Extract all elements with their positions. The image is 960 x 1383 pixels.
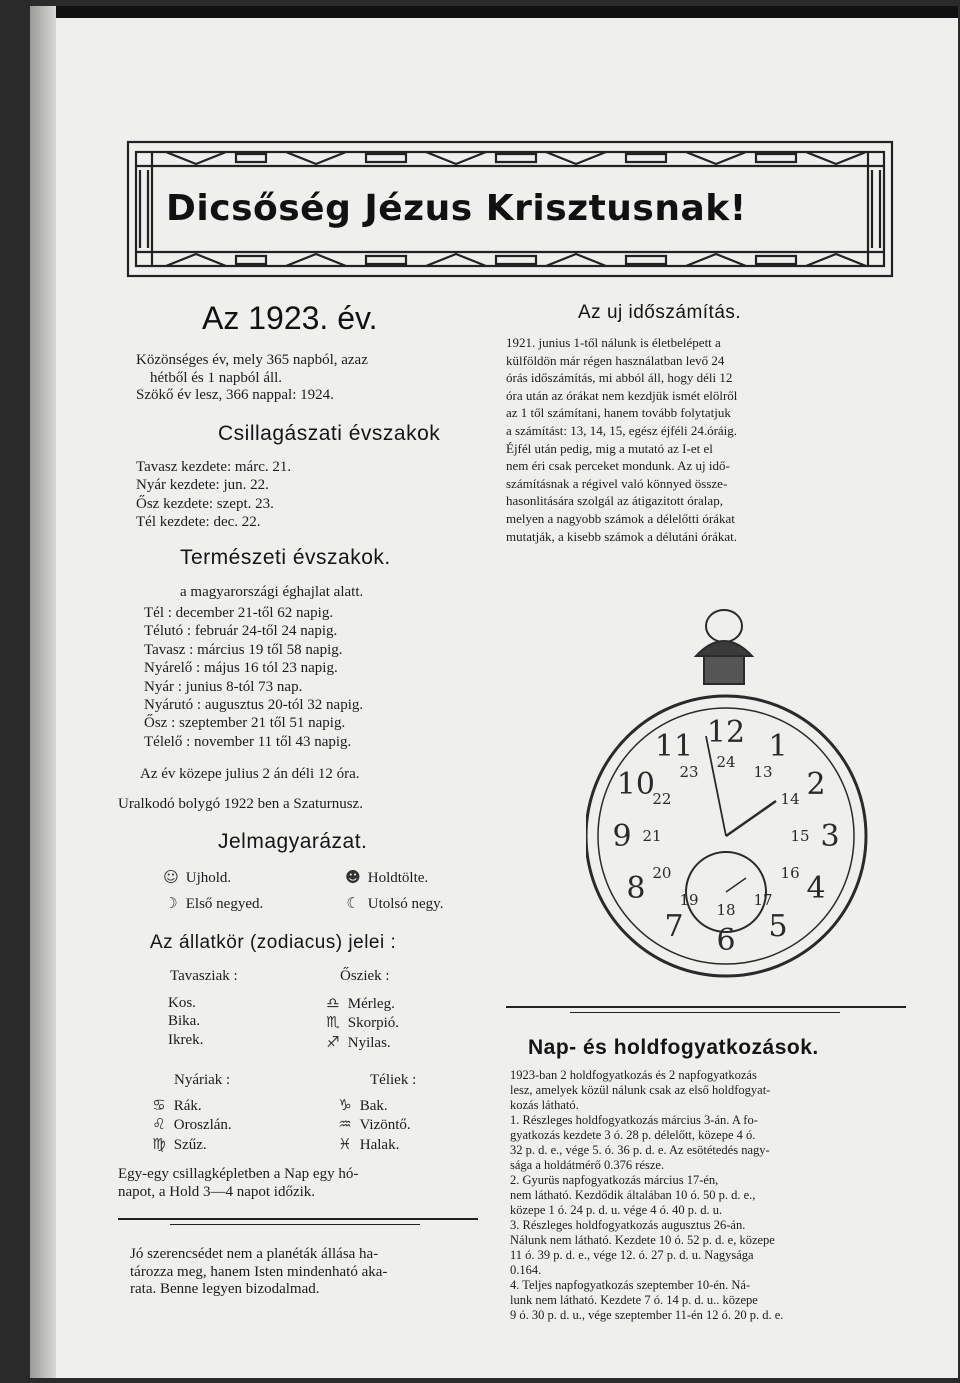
- watch-seconds-hand: [726, 878, 746, 892]
- year-line: Szökő év lesz, 366 nappal: 1924.: [136, 387, 334, 404]
- page-top-edge: [56, 6, 958, 18]
- new-time-line: számításnak a régivel való könnyed össze-: [506, 475, 728, 491]
- zodiac-autumn-label: Ősziek :: [340, 968, 390, 984]
- natural-season-line: Nyárelő : május 16 tól 23 napig.: [144, 660, 338, 677]
- year-description: [136, 352, 516, 405]
- zodiac-sign: Halak.: [359, 1136, 400, 1153]
- watch-hour-hand: [726, 801, 776, 836]
- new-time-line: melyen a nagyobb számok a délelőtti órákat: [506, 510, 735, 526]
- eclipse-line: kozás látható.: [510, 1098, 579, 1112]
- zodiac-sign: Kos.: [168, 995, 196, 1011]
- watch-numeral-outer: 4: [806, 871, 826, 906]
- astro-seasons-list: [136, 458, 291, 532]
- natural-season-line: Ősz : szeptember 21 től 51 napig.: [144, 715, 346, 732]
- pocket-watch-illustration: [586, 586, 876, 986]
- astro-season-line: Tavasz kezdete: márc. 21.: [136, 459, 292, 475]
- watch-numeral-outer: 1: [768, 728, 788, 764]
- watch-numeral-inner: 21: [642, 827, 662, 845]
- natural-seasons-subheading: a magyarországi éghajlat alatt.: [180, 584, 364, 600]
- page-spine-shadow: [30, 6, 56, 1378]
- pisces-icon: ♓: [338, 1134, 352, 1153]
- new-time-line: külföldön már régen használatban levő 24: [506, 352, 725, 368]
- closing-line: tározza meg, hanem Isten mindenható aka-: [130, 1263, 388, 1280]
- watch-numeral-outer: 6: [716, 923, 736, 958]
- eclipse-line: 1923-ban 2 holdfogyatkozás és 2 napfogyatkozás: [510, 1068, 757, 1082]
- new-time-line: hasonlitására szolgál az átigazitott óralap,: [506, 493, 723, 509]
- year-line: Közönséges év, mely 365 napból, azaz: [136, 352, 368, 368]
- watch-numeral-outer: 10: [616, 767, 655, 802]
- closing-line: rata. Benne legyen bizodalmad.: [130, 1281, 320, 1298]
- zodiac-sign: Ikrek.: [168, 1031, 204, 1048]
- eclipse-line: 1. Részleges holdfogyatkozás március 3-án. A fo-: [510, 1113, 758, 1127]
- watch-numeral-inner: 22: [652, 790, 672, 808]
- new-moon-icon: ☺: [163, 868, 179, 886]
- astro-season-line: Nyár kezdete: jun. 22.: [136, 477, 269, 494]
- eclipse-line: 9 ó. 30 p. d. u., vége szeptember 11-én 12 ó. 20 p. d. e.: [510, 1308, 784, 1322]
- natural-season-line: Nyár : junius 8-tól 73 nap.: [144, 678, 303, 695]
- natural-seasons-list: [144, 604, 363, 751]
- zodiac-footnote: [118, 1166, 358, 1201]
- zodiac-spring-list: [168, 994, 203, 1049]
- new-time-line: nem éri csak perceket mondunk. Az uj idő-: [506, 458, 730, 474]
- watch-numeral-inner: 17: [753, 891, 773, 910]
- divider-rule: [170, 1224, 420, 1225]
- aquarius-icon: ♒: [338, 1115, 352, 1134]
- virgo-icon: ♍: [152, 1134, 166, 1153]
- legend-last-quarter: [342, 894, 443, 913]
- zodiac-sign: Rák.: [173, 1098, 202, 1114]
- watch-numeral-outer: 3: [820, 819, 840, 854]
- watch-numeral-outer: 11: [654, 728, 694, 764]
- eclipses-heading-text: Nap- és holdfogyatkozások.: [528, 1036, 819, 1059]
- natural-season-line: Tél : december 21-től 62 napig.: [144, 605, 334, 621]
- zodiac-footnote-line: napot, a Hold 3—4 napot időzik.: [118, 1183, 316, 1200]
- eclipse-line: 0.164.: [510, 1263, 542, 1277]
- divider-rule: [570, 1012, 840, 1013]
- watch-numeral-outer: 12: [706, 715, 746, 750]
- divider-rule: [506, 1006, 906, 1008]
- legend-new-moon: [160, 868, 231, 887]
- watch-numeral-outer: 9: [612, 819, 632, 854]
- eclipse-line: 4. Teljes napfogyatkozás szeptember 10-én. Ná-: [510, 1278, 751, 1292]
- watch-stem: [704, 656, 744, 684]
- banner-title: Dicsőség Jézus Krisztusnak!: [166, 188, 747, 229]
- eclipse-line: Nálunk nem látható. Kezdete 10 ó. 52 p. d. e, közepe: [510, 1233, 775, 1247]
- zodiac-autumn-list: [322, 994, 399, 1052]
- watch-numeral-inner: 13: [753, 762, 773, 781]
- new-time-line: óra után az órákat nem kezdjük ismét elölről: [506, 387, 738, 403]
- new-time-line: a számítást: 13, 14, 15, egész éjféli 24.óráig.: [506, 422, 738, 438]
- legend-first-quarter: [160, 894, 263, 913]
- astro-seasons-heading: Csillagászati évszakok: [218, 422, 441, 445]
- libra-icon: ♎: [326, 994, 340, 1012]
- divider-rule: [118, 1218, 478, 1220]
- zodiac-summer-list: [148, 1096, 232, 1154]
- watch-numeral-inner: 14: [780, 790, 800, 808]
- astro-season-line: Tél kezdete: dec. 22.: [136, 514, 261, 531]
- legend-heading: Jelmagyarázat.: [218, 830, 368, 853]
- zodiac-sign: Bika.: [168, 1013, 201, 1030]
- natural-season-line: Tavasz : március 19 től 58 napig.: [144, 641, 343, 658]
- astro-season-line: Ősz kezdete: szept. 23.: [136, 495, 274, 512]
- zodiac-sign: Nyilas.: [347, 1034, 391, 1051]
- new-time-line: 1921. junius 1-től nálunk is életbelépett a: [506, 335, 721, 350]
- new-time-line: az 1 től számítani, hanem tovább folytatjuk: [506, 405, 731, 421]
- eclipse-line: 2. Gyurüs napfogyatkozás március 17-én,: [510, 1173, 719, 1187]
- capricorn-icon: ♑: [338, 1096, 352, 1114]
- eclipse-line: gyatkozás kezdete 3 ó. 28 p. délelőtt, közepe 4 ó.: [510, 1128, 756, 1142]
- year-line: hétből és 1 napból áll.: [150, 369, 283, 386]
- zodiac-sign: Bak.: [359, 1098, 388, 1114]
- watch-numeral-inner: 24: [716, 753, 736, 771]
- new-time-line: mutatják, a kisebb számok a délutáni órákat.: [506, 528, 738, 544]
- year-heading: Az 1923. év.: [202, 300, 378, 336]
- eclipse-line: lesz, amelyek közül nálunk csak az első holdfogyat-: [510, 1083, 771, 1097]
- watch-numeral-inner: 23: [679, 762, 699, 781]
- ruling-planet-note: Uralkodó bolygó 1922 ben a Szaturnusz.: [118, 796, 363, 812]
- new-time-line: órás időszámítás, mi abból áll, hogy déli 12: [506, 370, 733, 386]
- watch-bow: [706, 610, 742, 642]
- scorpio-icon: ♏: [326, 1013, 340, 1032]
- cancer-icon: ♋: [152, 1096, 166, 1114]
- new-time-heading: Az uj időszámítás.: [578, 302, 742, 323]
- zodiac-sign: Vizöntő.: [359, 1117, 411, 1134]
- closing-line: Jó szerencsédet nem a planéták állása ha-: [130, 1246, 379, 1262]
- eclipse-line: nem látható. Kezdődik általában 10 ó. 50 p. d. e.,: [510, 1188, 756, 1202]
- almanac-page: [30, 6, 958, 1378]
- zodiac-spring-label: Tavasziak :: [170, 968, 238, 984]
- natural-seasons-heading: Természeti évszakok.: [180, 546, 391, 569]
- eclipse-line: sága a holdátmérő 0.376 része.: [510, 1158, 665, 1172]
- full-moon-label: Holdtölte.: [367, 870, 429, 886]
- eclipse-line: 32 p. d. e., vége 5. ó. 36 p. d. e. Az esötétedés nagy-: [510, 1143, 770, 1157]
- natural-season-line: Nyárutó : augusztus 20-tól 32 napig.: [144, 697, 364, 714]
- eclipse-line: közepe 1 ó. 24 p. d. u. vége 4 ó. 40 p. d. u.: [510, 1203, 723, 1217]
- watch-numeral-inner: 16: [780, 864, 800, 882]
- zodiac-sign: Szűz.: [173, 1136, 207, 1153]
- zodiac-sign: Mérleg.: [347, 996, 395, 1012]
- eclipses-heading: [528, 1036, 819, 1060]
- last-quarter-icon: ☾: [346, 894, 360, 912]
- new-time-line: Éjfél után pedig, mig a mutató az I-et el: [506, 440, 713, 456]
- zodiac-winter-label: Téliek :: [370, 1072, 417, 1088]
- watch-numeral-inner: 20: [652, 864, 672, 882]
- watch-numeral-inner: 18: [716, 901, 736, 919]
- watch-numeral-outer: 5: [768, 909, 788, 945]
- midyear-note: Az év közepe julius 2 án déli 12 óra.: [140, 766, 360, 782]
- eclipse-line: lunk nem látható. Kezdete 7 ó. 14 p. d. u.. közepe: [510, 1293, 758, 1307]
- watch-numeral-inner: 19: [679, 891, 699, 910]
- new-moon-label: Ujhold.: [185, 870, 232, 886]
- watch-minute-hand: [706, 736, 726, 836]
- full-moon-icon: ☻: [345, 868, 361, 886]
- zodiac-heading: Az állatkör (zodiacus) jelei :: [150, 932, 397, 953]
- watch-numeral-outer: 7: [664, 909, 684, 945]
- natural-season-line: Télutó : február 24-től 24 napig.: [144, 623, 338, 640]
- zodiac-sign: Skorpió.: [347, 1015, 400, 1032]
- watch-numeral-outer: 8: [626, 871, 646, 906]
- watch-numeral-inner: 15: [790, 827, 810, 845]
- zodiac-footnote-line: Egy-egy csillagképletben a Nap egy hó-: [118, 1166, 359, 1182]
- zodiac-winter-list: [334, 1096, 411, 1154]
- natural-season-line: Télelő : november 11 től 43 napig.: [144, 733, 352, 750]
- eclipse-line: 11 ó. 39 p. d. e., vége 12. ó. 27 p. d. u. Nagysága: [510, 1248, 754, 1262]
- zodiac-sign: Oroszlán.: [173, 1117, 232, 1134]
- new-time-text: [506, 334, 737, 545]
- watch-numeral-outer: 2: [806, 767, 826, 802]
- closing-verse: [130, 1246, 387, 1299]
- last-quarter-label: Utolsó negy.: [367, 896, 444, 912]
- first-quarter-label: Első negyed.: [185, 896, 264, 912]
- eclipse-line: 3. Részleges holdfogyatkozás augusztus 26-án.: [510, 1218, 746, 1232]
- leo-icon: ♌: [152, 1115, 166, 1134]
- legend-full-moon: [342, 868, 428, 887]
- first-quarter-icon: ☽: [164, 894, 178, 912]
- title-banner: [126, 140, 894, 278]
- sagittarius-icon: ♐: [326, 1032, 340, 1051]
- eclipses-text: [510, 1068, 783, 1323]
- watch-crown: [696, 641, 752, 656]
- zodiac-summer-label: Nyáriak :: [174, 1072, 231, 1088]
